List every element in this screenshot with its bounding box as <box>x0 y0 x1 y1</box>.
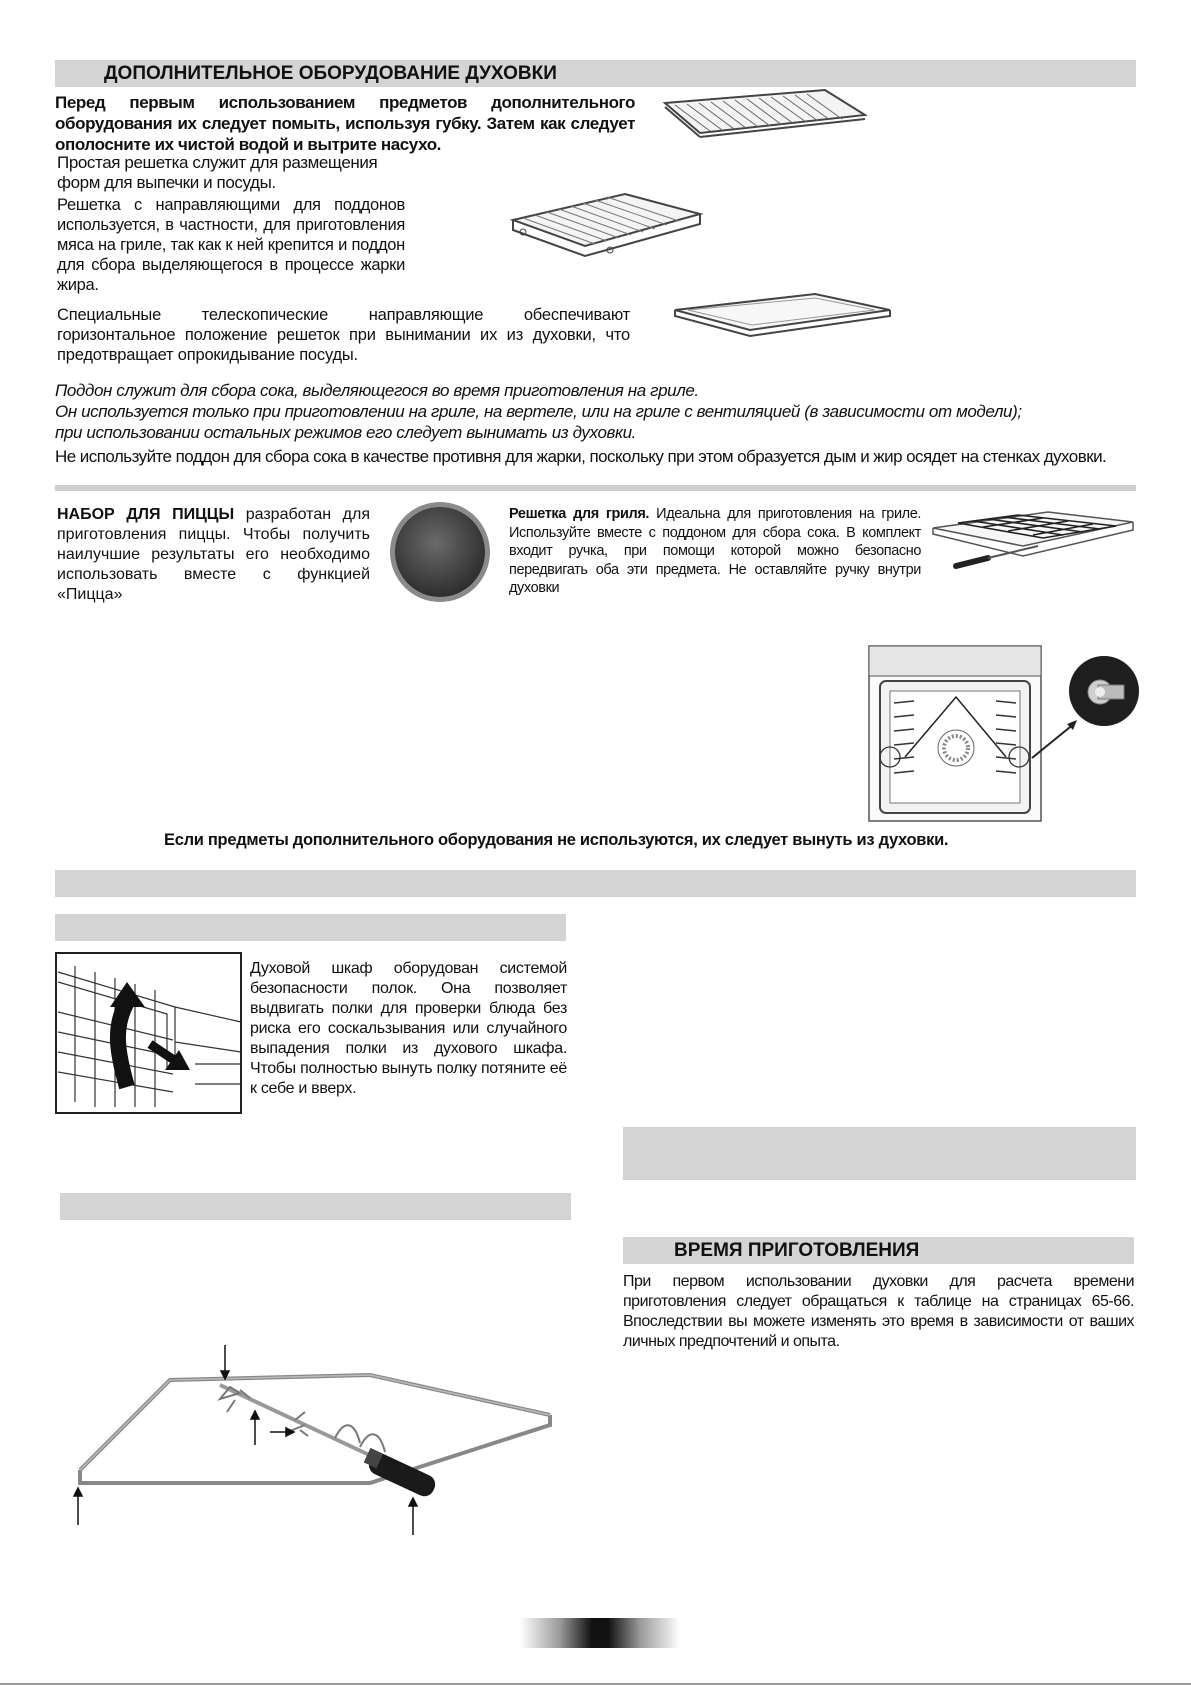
pizza-text <box>57 505 370 605</box>
right-grey-box <box>623 1127 1136 1180</box>
tray-warning: Не используйте поддон для сбора сока в качестве противня для жарки, поскольку при этом образуется дым и жир осядет на стенках духовки. <box>55 447 1107 466</box>
tray-line-2: Он используется только при приготовлении на гриле, на вертеле, или на гриле с вентиляцией (в зависимости от модели); <box>55 402 1022 421</box>
grill-rack-image <box>928 508 1138 588</box>
grill-body: Идеальна для приготовления на гриле. Используйте вместе с поддоном для сбора сока. В комплект входит ручка, при помощи которой можно безопасно передвигать оба эти предмета. Не оставляйте ручку внутри духовки <box>509 506 922 596</box>
divider <box>55 485 1136 491</box>
rack-guides-text: Решетка с направляющими для поддонов используется, в частности, для приготовления мяса на гриле, так как к ней крепится и поддон для сбора выделяющегося в процессе жарки жира. <box>57 196 405 294</box>
section-title: ДОПОЛНИТЕЛЬНОЕ ОБОРУДОВАНИЕ ДУХОВКИ <box>104 63 557 84</box>
safety-header-bar <box>55 914 566 941</box>
intro-text: Перед первым использованием предметов дополнительного оборудования их следует помыть, используя губку. Затем как следует ополосните их чистой водой и вытрите насухо. <box>55 93 635 154</box>
rotisserie-pointers <box>70 1345 500 1545</box>
wire-rack-image <box>655 85 870 140</box>
tray-line-1: Поддон служит для сбора сока, выделяющегося во время приготовления на гриле. <box>55 381 699 400</box>
tray-line-3: при использовании остальных режимов его следует вынимать из духовки. <box>55 423 636 442</box>
pizza-pan-image <box>388 500 492 604</box>
cooking-time-text: При первом использовании духовки для расчета времени приготовления следует обращаться к таблице на страницах 65-66. Впоследствии вы можете изменять это время в зависимости от ваших личных предпочтений и опыта. <box>623 1273 1134 1350</box>
pizza-title: НАБОР ДЛЯ ПИЦЦЫ <box>57 506 235 523</box>
rack-with-guides-image <box>505 190 705 262</box>
shelf-safety-image <box>55 952 242 1114</box>
grill-title: Решетка для гриля. <box>509 506 650 522</box>
remove-note: Если предметы дополнительного оборудования не используются, их следует вынуть из духовки. <box>164 831 949 849</box>
spit-header-bar <box>60 1193 571 1220</box>
oven-cavity-image <box>868 645 1043 823</box>
cooking-time-title: ВРЕМЯ ПРИГОТОВЛЕНИЯ <box>674 1240 920 1261</box>
grill-text <box>509 505 921 598</box>
simple-rack-text: Простая решетка служит для размещения форм для выпечки и посуды. <box>57 153 378 192</box>
detail-closeup-image <box>1068 655 1140 727</box>
telescopic-text: Специальные телескопические направляющие обеспечивают горизонтальное положение решеток при вынимании их из духовки, что предотвращает опрокидывание посуды. <box>57 306 630 364</box>
page-number-tab <box>520 1618 680 1648</box>
safety-text: Духовой шкаф оборудован системой безопасности полок. Она позволяет выдвигать полки для проверки блюда без риска его соскальзывания или случайного выпадения полки из духового шкафа. Чтобы полностью вынуть полку потяните её к себе и вверх. <box>250 960 567 1097</box>
section2-header-bar <box>55 870 1136 897</box>
pizza-body: разработан для приготовления пиццы. Чтобы получить наилучшие результаты его необходимо использовать вместе с функцией «Пицца» <box>57 506 370 603</box>
drip-tray-image <box>670 290 895 338</box>
